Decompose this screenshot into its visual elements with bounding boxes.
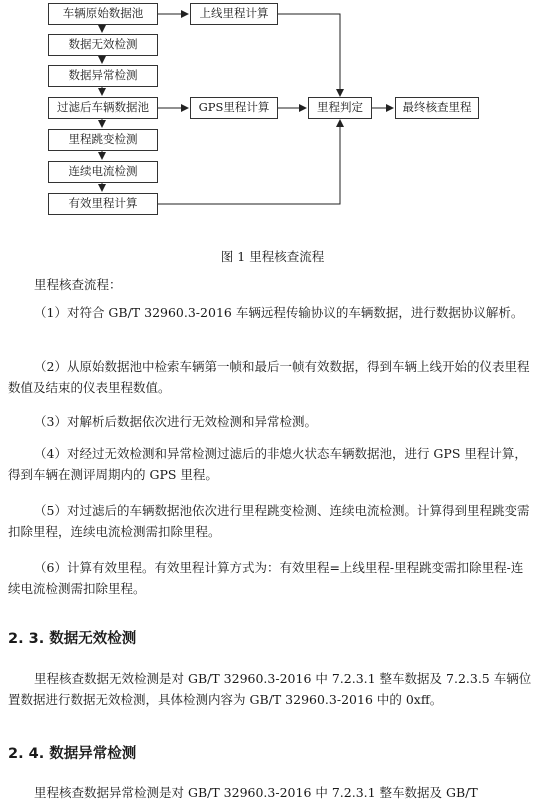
section-body-invalid: 里程核查数据无效检测是对 GB/T 32960.3-2016 中 7.2.3.1 整车数据及 7.2.3.5 车辆位置数据进行数据无效检测，具体检测内容为 GB/T 32960.3-2016 中的 0xff。 [8,671,532,707]
step-1: （1）对符合 GB/T 32960.3-2016 车辆远程传输协议的车辆数据，进行数据协议解析。 [34,305,524,320]
box-final-mileage: 最终核查里程 [395,97,479,119]
arrow-valid-to-judge [158,120,340,204]
flowchart [0,0,545,232]
section-heading-invalid: 2. 3. 数据无效检测 [8,631,137,647]
box-gps-mileage-calc: GPS里程计算 [190,97,278,119]
box-mileage-judge: 里程判定 [308,97,372,119]
step-5: （5）对过滤后的车辆数据池依次进行里程跳变检测、连续电流检测。计算得到里程跳变需扣除里程，连续电流检测需扣除里程。 [8,503,530,539]
step-3: （3）对解析后数据依次进行无效检测和异常检测。 [34,414,317,429]
box-invalid-detection: 数据无效检测 [48,34,158,56]
box-continuous-current-detection: 连续电流检测 [48,161,158,183]
box-raw-data-pool: 车辆原始数据池 [48,3,158,25]
process-title: 里程核查流程： [34,277,122,292]
figure-caption: 图 1 里程核查流程 [220,249,325,264]
box-valid-mileage-calc: 有效里程计算 [48,193,158,215]
box-mileage-jump-detection: 里程跳变检测 [48,129,158,151]
arrow-upper-to-judge [278,14,340,96]
section-body-abnormal: 里程核查数据异常检测是对 GB/T 32960.3-2016 中 7.2.3.1 整车数据及 GB/T [34,785,478,800]
box-abnormal-detection: 数据异常检测 [48,65,158,87]
step-2: （2）从原始数据池中检索车辆第一帧和最后一帧有效数据，得到车辆上线开始的仪表里程数值及结束的仪表里程数值。 [8,359,530,395]
step-4: （4）对经过无效检测和异常检测过滤后的非熄火状态车辆数据池，进行 GPS 里程计算，得到车辆在测评周期内的 GPS 里程。 [8,446,527,482]
step-6: （6）计算有效里程。有效里程计算方式为：有效里程=上线里程-里程跳变需扣除里程-连续电流检测需扣除里程。 [8,560,524,596]
section-heading-abnormal: 2. 4. 数据异常检测 [8,746,137,762]
box-filtered-data-pool: 过滤后车辆数据池 [48,97,158,119]
box-online-mileage-calc: 上线里程计算 [190,3,278,25]
